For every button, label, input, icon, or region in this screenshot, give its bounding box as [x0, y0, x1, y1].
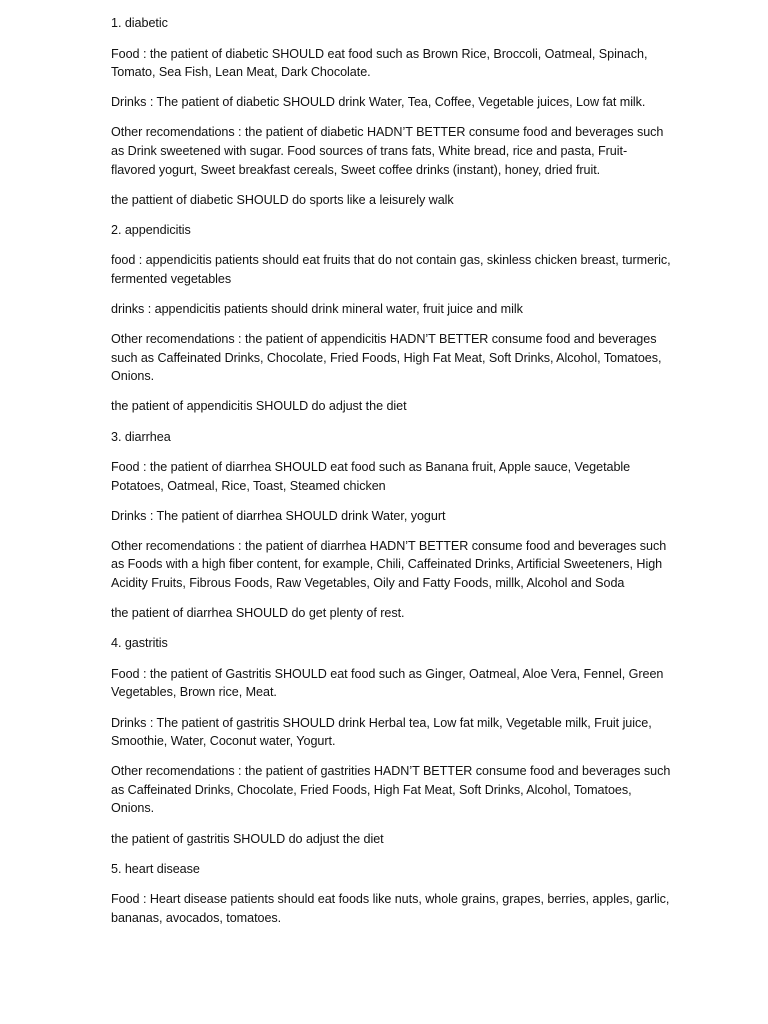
section-3-drinks: Drinks : The patient of diarrhea SHOULD drink Water, yogurt: [111, 508, 446, 523]
section-1-food: Food : the patient of diabetic SHOULD eat food such as Brown Rice, Broccoli, Oatmeal, Spinach, Tomato, Sea Fish, Lean Meat, Dark Chocolate.: [111, 46, 648, 80]
section-3-activity: the patient of diarrhea SHOULD do get plenty of rest.: [111, 606, 405, 621]
section-3-other: Other recomendations : the patient of diarrhea HADN’T BETTER consume food and beverages such as Foods with a high fiber content, for example, Chili, Caffeinated Drinks, Artificial Sweeteners, High Acidity Fruits, Fibrous Foods, Raw Vegetables, Oily and Fatty Foods, millk, Alcohol and Soda: [111, 538, 667, 591]
section-1-heading: 1. diabetic: [111, 16, 168, 30]
section-2-other: Other recomendations : the patient of appendicitis HADN’T BETTER consume food and beverages such as Caffeinated Drinks, Chocolate, Fried Foods, High Fat Meat, Soft Drinks, Alcohol, Tomatoes, Onions.: [111, 332, 662, 384]
section-5-heading: 5. heart disease: [111, 861, 200, 876]
section-2-food: food : appendicitis patients should eat fruits that do not contain gas, skinless chicken breast, turmeric, fermented vegetables: [111, 253, 671, 286]
section-4-activity: the patient of gastritis SHOULD do adjust the diet: [111, 831, 384, 846]
section-4-food: Food : the patient of Gastritis SHOULD eat food such as Ginger, Oatmeal, Aloe Vera, Fennel, Green Vegetables, Brown rice, Meat.: [111, 666, 664, 700]
section-5-food: Food : Heart disease patients should eat foods like nuts, whole grains, grapes, berries, apples, garlic, bananas, avocados, tomatoes.: [111, 892, 670, 925]
section-4-other: Other recomendations : the patient of gastrities HADN’T BETTER consume food and beverages such as Caffeinated Drinks, Chocolate, Fried Foods, High Fat Meat, Soft Drinks, Alcohol, Tomatoes, Onions.: [111, 764, 671, 816]
section-1-other: Other recomendations : the patient of diabetic HADN’T BETTER consume food and beverages such as Drink sweetened with sugar. Food sources of trans fats, White bread, rice and pasta, Fruit-flavored yogurt, Sweet breakfast cereals, Sweet coffee drinks (instant), honey, dried fruit.: [111, 125, 664, 177]
section-1-activity: the pattient of diabetic SHOULD do sports like a leisurely walk: [111, 192, 454, 207]
section-4-heading: 4. gastritis: [111, 636, 168, 651]
section-3-food: Food : the patient of diarrhea SHOULD eat food such as Banana fruit, Apple sauce, Vegetable Potatoes, Oatmeal, Rice, Toast, Steamed chicken: [111, 460, 631, 493]
section-2-heading: 2. appendicitis: [111, 222, 191, 237]
section-4-drinks: Drinks : The patient of gastritis SHOULD drink Herbal tea, Low fat milk, Vegetable milk, Fruit juice, Smoothie, Water, Coconut water, Yogurt.: [111, 715, 652, 749]
section-2-drinks: drinks : appendicitis patients should drink mineral water, fruit juice and milk: [111, 302, 523, 317]
section-2-activity: the patient of appendicitis SHOULD do adjust the diet: [111, 399, 407, 414]
section-3-heading: 3. diarrhea: [111, 429, 171, 444]
section-1-drinks: Drinks : The patient of diabetic SHOULD drink Water, Tea, Coffee, Vegetable juices, Low fat milk.: [111, 95, 646, 110]
